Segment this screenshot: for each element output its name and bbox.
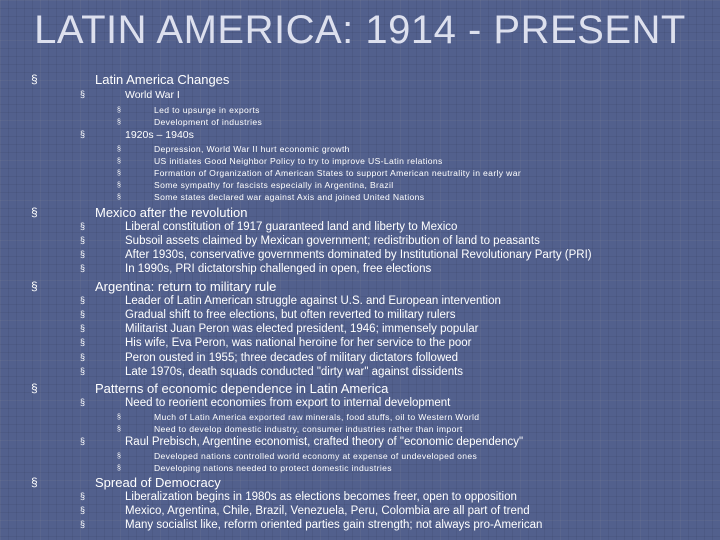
bullet-square-icon: § bbox=[117, 158, 121, 165]
bullet-square-icon: § bbox=[117, 194, 121, 201]
bullet-square-icon: § bbox=[80, 337, 86, 347]
slide-title: LATIN AMERICA: 1914 - PRESENT bbox=[34, 8, 686, 52]
bullet-square-icon: § bbox=[80, 235, 86, 245]
bullet-square-icon: § bbox=[80, 491, 86, 501]
bullet-square-icon: § bbox=[117, 146, 121, 153]
bullet-square-icon: § bbox=[80, 366, 86, 376]
bullet-square-icon: § bbox=[117, 182, 121, 189]
bullet-square-icon: § bbox=[117, 170, 121, 177]
bullet-square-icon: § bbox=[31, 72, 38, 86]
bullet-square-icon: § bbox=[31, 279, 38, 293]
bullet-square-icon: § bbox=[80, 397, 86, 407]
bullet-square-icon: § bbox=[31, 381, 38, 395]
bullet-square-icon: § bbox=[80, 89, 86, 99]
bullet-square-icon: § bbox=[117, 107, 121, 114]
bullet-square-icon: § bbox=[31, 475, 38, 489]
bullet-square-icon: § bbox=[80, 263, 86, 273]
bullet-square-icon: § bbox=[80, 309, 86, 319]
bullet-square-icon: § bbox=[117, 465, 121, 472]
bullet-square-icon: § bbox=[80, 519, 86, 529]
bullet-square-icon: § bbox=[80, 323, 86, 333]
bullet-square-icon: § bbox=[80, 436, 86, 446]
bullet-square-icon: § bbox=[117, 414, 121, 421]
bullet-square-icon: § bbox=[80, 295, 86, 305]
bullet-square-icon: § bbox=[80, 221, 86, 231]
bullet-square-icon: § bbox=[80, 352, 86, 362]
bullet-square-icon: § bbox=[117, 426, 121, 433]
bullet-square-icon: § bbox=[80, 129, 86, 139]
bullet-square-icon: § bbox=[80, 249, 86, 259]
bullet-square-icon: § bbox=[117, 119, 121, 126]
bullet-square-icon: § bbox=[117, 453, 121, 460]
bullet-square-icon: § bbox=[80, 505, 86, 515]
bullet-square-icon: § bbox=[31, 205, 38, 219]
